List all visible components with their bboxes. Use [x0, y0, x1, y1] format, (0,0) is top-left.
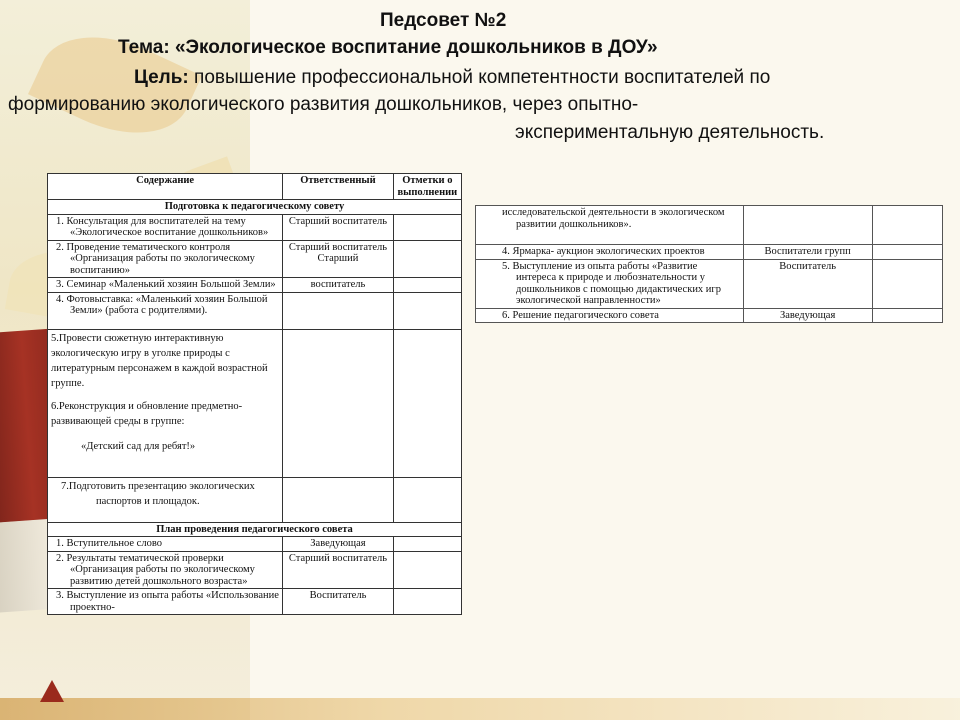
row-responsible — [283, 477, 393, 522]
row-marks — [393, 589, 461, 615]
goal-line-1 — [134, 67, 770, 89]
row-content: исследовательской деятельности в экологическом развитии дошкольников». — [476, 206, 744, 245]
table-header-row — [48, 174, 462, 200]
row-responsible: Старший воспитатель Старший — [283, 240, 393, 278]
table-row — [48, 329, 462, 477]
section-row-preparation — [48, 200, 462, 215]
task-6-quote: «Детский сад для ребят!» — [81, 440, 196, 452]
row-content: 1. Вступительное слово — [48, 537, 283, 552]
column-header-marks: Отметки о выполнении — [393, 174, 461, 200]
row-content: 3. Семинар «Маленький хозяин Большой Земли» — [48, 278, 283, 293]
table-row — [48, 240, 462, 278]
row-responsible — [283, 329, 393, 477]
row-content: 2. Результаты тематической проверки «Организация работы по экологическому развитию детей дошкольного возраста» — [48, 551, 283, 589]
section-title: Подготовка к педагогическому совету — [48, 200, 462, 215]
table-row — [48, 537, 462, 552]
table-row — [476, 206, 943, 245]
row-content: 4. Ярмарка- аукцион экологических проектов — [476, 245, 744, 260]
row-marks — [872, 259, 942, 308]
row-content: 4. Фотовыставка: «Маленький хозяин Большой Земли» (работа с родителями). — [48, 292, 283, 329]
section-title: План проведения педагогического совета — [48, 522, 462, 537]
column-header-responsible: Ответственный — [283, 174, 393, 200]
corner-decoration — [40, 680, 64, 702]
table-row — [48, 589, 462, 615]
row-content — [48, 477, 283, 522]
table-row — [476, 308, 943, 323]
row-responsible: воспитатель — [283, 278, 393, 293]
page-theme: Тема: «Экологическое воспитание дошкольников в ДОУ» — [118, 37, 658, 58]
bottom-decoration — [0, 698, 960, 720]
row-responsible: Заведующая — [283, 537, 393, 552]
row-marks — [393, 214, 461, 240]
row-responsible: Старший воспитатель — [283, 551, 393, 589]
row-marks — [393, 329, 461, 477]
row-content: 1. Консультация для воспитателей на тему «Экологическое воспитание дошкольников» — [48, 214, 283, 240]
row-marks — [393, 537, 461, 552]
task-6: 6.Реконструкция и обновление предметно-развивающей среды в группе: — [51, 400, 243, 427]
page-title: Педсовет №2 — [380, 10, 507, 31]
row-responsible: Воспитатель — [743, 259, 872, 308]
goal-label: Цель: — [134, 67, 189, 88]
table-row — [48, 477, 462, 522]
goal-line-3: экспериментальную деятельность. — [515, 122, 825, 143]
task-7: 7.Подготовить презентацию экологических — [61, 480, 255, 492]
row-marks — [393, 477, 461, 522]
row-marks — [872, 245, 942, 260]
column-header-content: Содержание — [48, 174, 283, 200]
row-content: 5. Выступление из опыта работы «Развитие интереса к природе и любознательности у дошкольников с помощью дидактических игр экологической направленности» — [476, 259, 744, 308]
row-content: 2. Проведение тематического контроля «Организация работы по экологическому воспитанию» — [48, 240, 283, 278]
row-marks — [393, 551, 461, 589]
goal-text-1: повышение профессиональной компетентности воспитателей по — [188, 67, 771, 88]
section-row-plan — [48, 522, 462, 537]
table-row — [48, 214, 462, 240]
row-content: 6. Решение педагогического совета — [476, 308, 744, 323]
row-marks — [872, 206, 942, 245]
table-row — [48, 551, 462, 589]
plan-table-left — [47, 173, 462, 615]
goal-line-2: формированию экологического развития дошкольников, через опытно- — [8, 94, 639, 115]
row-marks — [393, 278, 461, 293]
row-marks — [393, 240, 461, 278]
row-content: 3. Выступление из опыта работы «Использование проектно- — [48, 589, 283, 615]
plan-table-right — [475, 205, 943, 323]
row-responsible — [743, 206, 872, 245]
table-row — [48, 278, 462, 293]
task-5: 5.Провести сюжетную интерактивную экологическую игру в уголке природы с литературным персонажем в каждой возрастной группе. — [51, 332, 268, 389]
task-7-continued: паспортов и площадок. — [96, 495, 200, 507]
table-row — [48, 292, 462, 329]
row-responsible: Старший воспитатель — [283, 214, 393, 240]
row-responsible — [283, 292, 393, 329]
row-marks — [872, 308, 942, 323]
table-row — [476, 245, 943, 260]
row-responsible: Воспитатель — [283, 589, 393, 615]
table-row — [476, 259, 943, 308]
row-marks — [393, 292, 461, 329]
row-content-blocks — [48, 329, 283, 477]
row-responsible: Воспитатели групп — [743, 245, 872, 260]
row-responsible: Заведующая — [743, 308, 872, 323]
